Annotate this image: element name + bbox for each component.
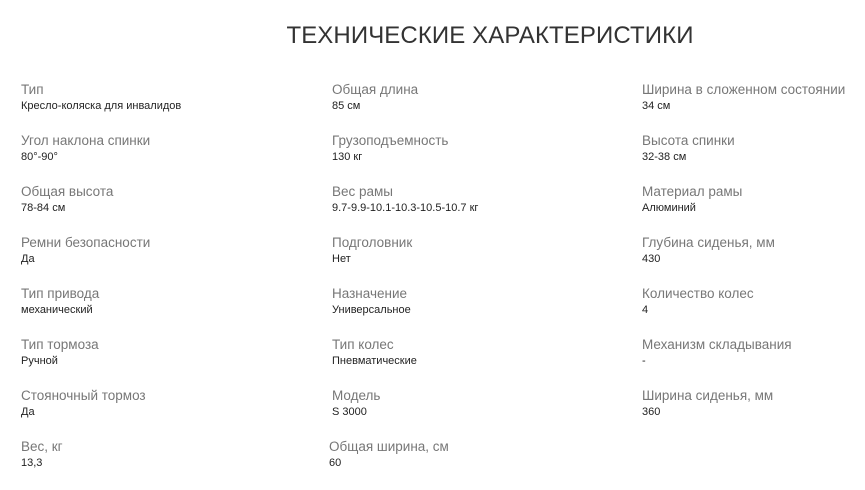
spec-label: Ширина в сложенном состоянии <box>642 82 846 97</box>
spec-value: Да <box>21 253 35 265</box>
spec-label: Механизм складывания <box>642 337 792 352</box>
spec-label: Ремни безопасности <box>21 235 151 250</box>
spec-label: Назначение <box>332 286 408 301</box>
spec-item-folded-width <box>642 82 845 133</box>
spec-grid <box>0 82 865 482</box>
spec-value: 9.7-9.9-10.1-10.3-10.5-10.7 кг <box>332 202 479 214</box>
spec-item-wheel-type <box>332 337 478 388</box>
spec-label: Тип тормоза <box>21 337 99 352</box>
spec-label: Модель <box>332 388 381 403</box>
spec-value: 13,3 <box>21 457 43 469</box>
spec-item-purpose <box>332 286 478 337</box>
spec-value: 80°-90° <box>21 151 58 163</box>
spec-label: Вес, кг <box>21 439 63 454</box>
spec-item-frame-material <box>642 184 845 235</box>
spec-label: Общая длина <box>332 82 419 97</box>
spec-value: Да <box>21 406 35 418</box>
spec-item-drive-type <box>21 286 181 337</box>
spec-item-wheel-count <box>642 286 845 337</box>
spec-value: 430 <box>642 253 661 265</box>
spec-label: Высота спинки <box>642 133 735 148</box>
spec-label: Ширина сиденья, мм <box>642 388 774 403</box>
spec-item-model <box>332 388 478 439</box>
spec-value: 130 кг <box>332 151 363 163</box>
spec-value: 34 см <box>642 100 671 112</box>
spec-item-brake-type <box>21 337 181 388</box>
spec-item-total-width <box>329 439 478 490</box>
spec-column-1 <box>21 82 181 490</box>
spec-value: 360 <box>642 406 661 418</box>
spec-label: Вес рамы <box>332 184 394 199</box>
spec-label: Стояночный тормоз <box>21 388 146 403</box>
spec-value: Ручной <box>21 355 58 367</box>
spec-label: Материал рамы <box>642 184 743 199</box>
spec-item-total-height <box>21 184 181 235</box>
spec-value: 4 <box>642 304 649 316</box>
spec-value: Алюминий <box>642 202 696 214</box>
page-title: ТЕХНИЧЕСКИЕ ХАРАКТЕРИСТИКИ <box>286 22 694 49</box>
spec-label: Тип <box>21 82 44 97</box>
spec-item-parking-brake <box>21 388 181 439</box>
spec-item-total-length <box>332 82 478 133</box>
spec-label: Подголовник <box>332 235 413 250</box>
spec-item-backrest-height <box>642 133 845 184</box>
spec-label: Общая высота <box>21 184 114 199</box>
spec-label: Глубина сиденья, мм <box>642 235 775 250</box>
spec-item-load-capacity <box>332 133 478 184</box>
spec-value: механический <box>21 304 93 316</box>
spec-item-frame-weight <box>332 184 478 235</box>
spec-value: 60 <box>329 457 342 469</box>
spec-value: 85 см <box>332 100 361 112</box>
spec-label: Тип колес <box>332 337 394 352</box>
spec-item-seat-belts <box>21 235 181 286</box>
spec-value: 78-84 см <box>21 202 66 214</box>
spec-label: Угол наклона спинки <box>21 133 151 148</box>
spec-item-folding-mechanism <box>642 337 845 388</box>
spec-item-weight <box>21 439 181 490</box>
spec-item-type <box>21 82 181 133</box>
spec-value: 32-38 см <box>642 151 687 163</box>
spec-item-backrest-angle <box>21 133 181 184</box>
spec-value: S 3000 <box>332 406 367 418</box>
spec-item-headrest <box>332 235 478 286</box>
spec-value: Пневматические <box>332 355 417 367</box>
spec-label: Грузоподъемность <box>332 133 449 148</box>
spec-item-seat-width <box>642 388 845 439</box>
spec-value: Универсальное <box>332 304 411 316</box>
spec-item-seat-depth <box>642 235 845 286</box>
spec-column-2 <box>329 82 479 490</box>
spec-label: Общая ширина, см <box>329 439 449 454</box>
spec-value: - <box>642 355 646 367</box>
spec-label: Тип привода <box>21 286 100 301</box>
spec-value: Кресло-коляска для инвалидов <box>21 100 182 112</box>
spec-column-3 <box>642 82 845 439</box>
spec-label: Количество колес <box>642 286 754 301</box>
spec-value: Нет <box>332 253 351 265</box>
